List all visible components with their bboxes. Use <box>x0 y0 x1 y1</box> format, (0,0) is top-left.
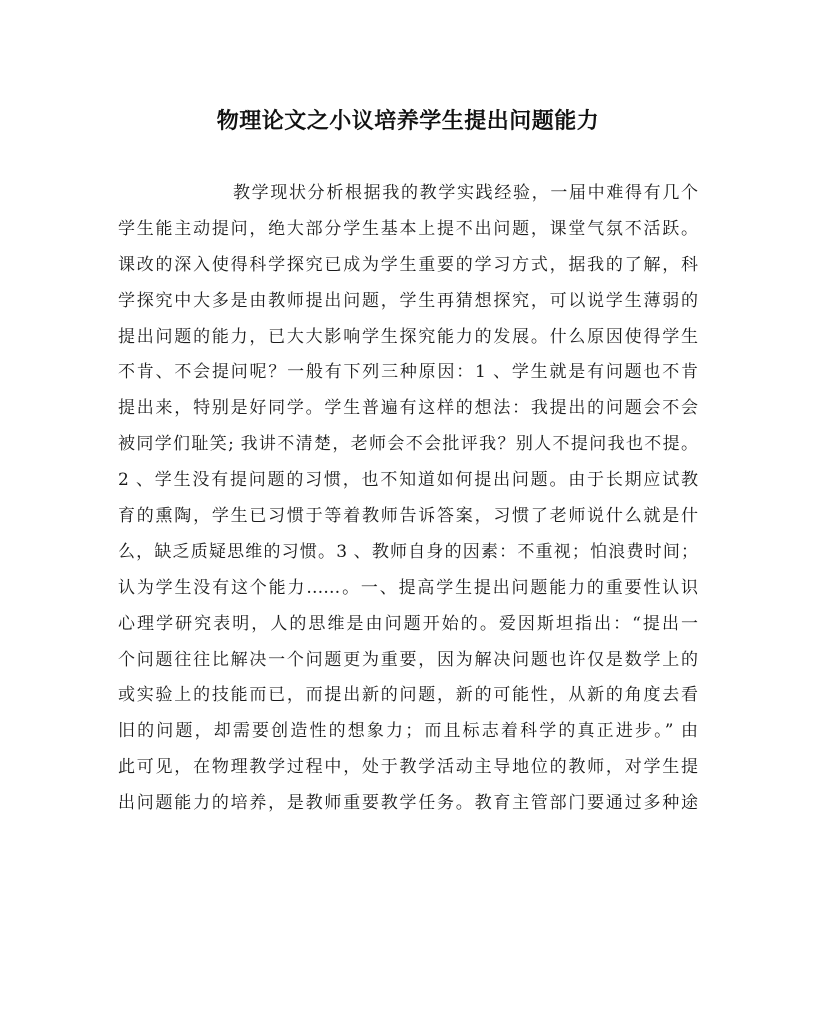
body-line: 出问题能力的培养，是教师重要教学任务。教育主管部门要通过多种途 <box>118 793 698 814</box>
body-line: 心理学研究表明，人的思维是由问题开始的。爱因斯坦指出：“提出一 <box>118 613 698 634</box>
body-line: 学探究中大多是由教师提出问题，学生再猜想探究，可以说学生薄弱的 <box>118 290 698 311</box>
body-line: 育的熏陶，学生已习惯于等着教师告诉答案，习惯了老师说什么就是什 <box>118 506 698 527</box>
body-line: 旧的问题，却需要创造性的想象力；而且标志着科学的真正进步。” 由 <box>118 721 698 742</box>
document-body <box>118 176 698 822</box>
body-line: 认为学生没有这个能力……。一、提高学生提出问题能力的重要性认识 <box>118 577 698 598</box>
body-line: 学生能主动提问，绝大部分学生基本上提不出问题，课堂气氛不活跃。 <box>118 218 698 239</box>
body-line: 个问题往往比解决一个问题更为重要，因为解决问题也许仅是数学上的 <box>118 649 698 670</box>
body-line: 此可见，在物理教学过程中，处于教学活动主导地位的教师，对学生提 <box>118 757 698 778</box>
body-line: 被同学们耻笑; 我讲不清楚，老师会不会批评我？别人不提问我也不提。 <box>118 434 698 455</box>
document-title: 物理论文之小议培养学生提出问题能力 <box>216 108 600 134</box>
body-line: 或实验上的技能而已，而提出新的问题，新的可能性，从新的角度去看 <box>118 685 698 706</box>
body-line: 提出问题的能力，已大大影响学生探究能力的发展。什么原因使得学生 <box>118 326 698 347</box>
body-line: 课改的深入使得科学探究已成为学生重要的学习方式，据我的了解，科 <box>118 254 698 275</box>
body-line: 教学现状分析根据我的教学实践经验，一届中难得有几个 <box>233 183 698 203</box>
body-line: 2 、学生没有提问题的习惯，也不知道如何提出问题。由于长期应试教 <box>118 470 698 491</box>
body-line: 么，缺乏质疑思维的习惯。3 、教师自身的因素：不重视；怕浪费时间； <box>118 541 698 562</box>
body-line: 提出来，特别是好同学。学生普遍有这样的想法：我提出的问题会不会 <box>118 398 698 419</box>
body-line: 不肯、不会提问呢？一般有下列三种原因：1 、学生就是有问题也不肯 <box>118 362 698 383</box>
